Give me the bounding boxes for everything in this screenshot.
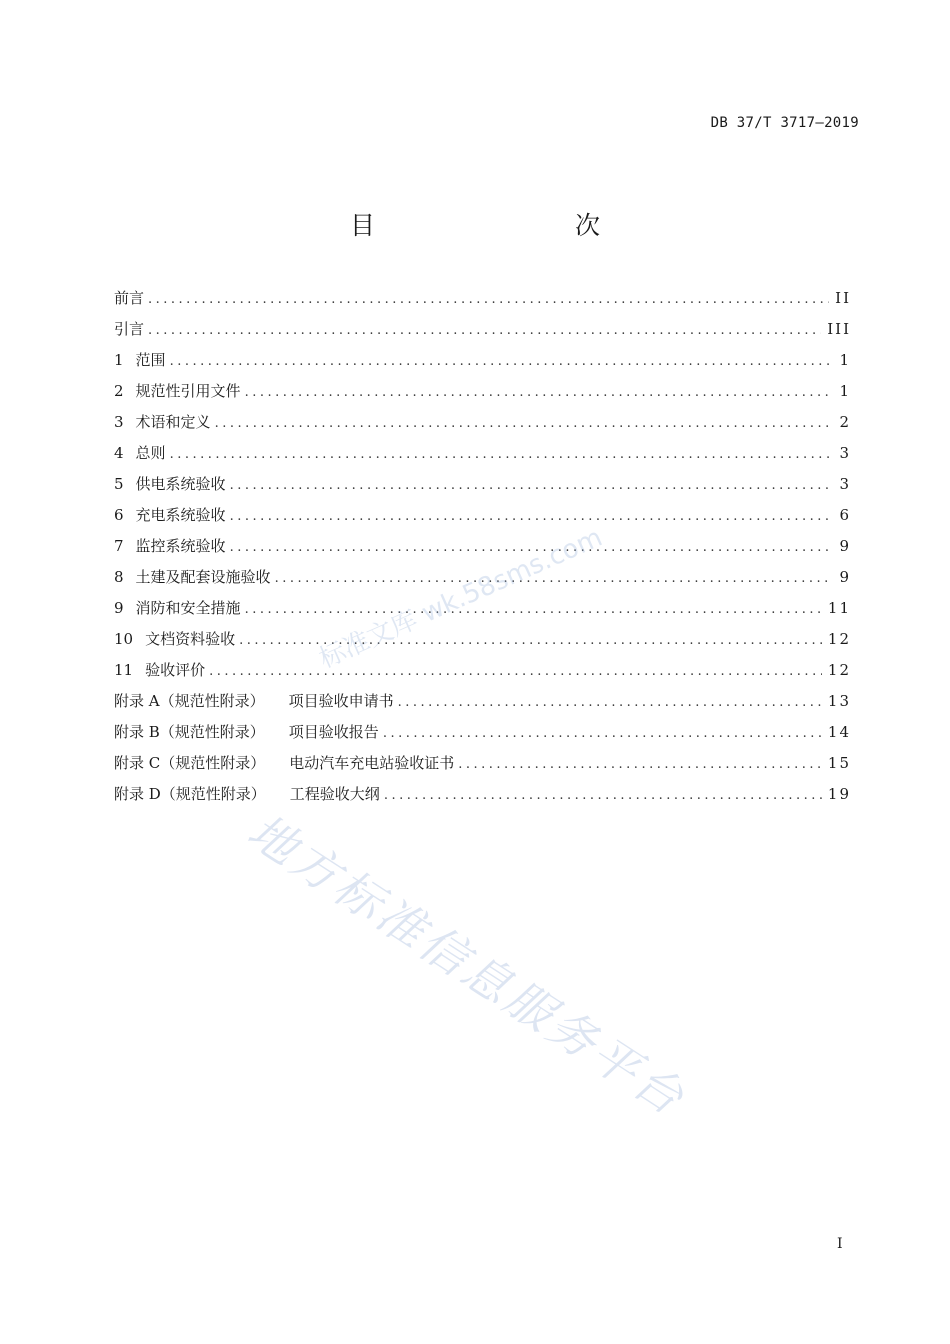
toc-appendix-prefix: 附录 B（规范性附录） xyxy=(114,723,265,741)
toc-leader-dots xyxy=(245,377,831,408)
toc-entry-label: 范围 xyxy=(135,351,166,369)
toc-entry-label: 术语和定义 xyxy=(135,413,211,431)
toc-entry[interactable] xyxy=(114,562,851,593)
toc-entry[interactable] xyxy=(114,438,851,469)
toc-appendix-entry[interactable] xyxy=(114,717,851,748)
toc-leader-dots xyxy=(230,501,831,532)
toc-entry-number: 8 xyxy=(114,568,124,586)
toc-entry-page: II xyxy=(835,289,851,307)
toc-entry[interactable] xyxy=(114,500,851,531)
toc-leader-dots xyxy=(458,749,822,780)
page-title: 目 次 xyxy=(349,211,650,240)
toc-entry-number: 7 xyxy=(114,537,124,555)
toc-entry-number: 9 xyxy=(114,599,124,617)
watermark-site: 标准文库 wk.58sms.com xyxy=(314,522,607,675)
toc-entry-label: 消防和安全措施 xyxy=(135,599,241,617)
toc-entry-number: 11 xyxy=(114,661,134,679)
toc-entry-label: 前言 xyxy=(114,289,145,307)
toc-entry-label: 供电系统验收 xyxy=(135,475,226,493)
toc-appendix-prefix: 附录 C（规范性附录） xyxy=(114,754,266,772)
toc-entry-page: 2 xyxy=(839,413,851,431)
toc-entry-label: 充电系统验收 xyxy=(135,506,226,524)
toc-appendix-page: 13 xyxy=(827,692,851,710)
toc-entry-page: 1 xyxy=(839,382,851,400)
toc-appendix-entry[interactable] xyxy=(114,686,851,717)
toc-entry[interactable] xyxy=(114,469,851,500)
toc-appendix-page: 19 xyxy=(827,785,851,803)
toc-entry-page: 9 xyxy=(839,537,851,555)
toc-entry[interactable] xyxy=(114,531,851,562)
toc-entry-page: 6 xyxy=(839,506,851,524)
toc-entry[interactable] xyxy=(114,655,851,686)
toc-entry-number: 5 xyxy=(114,475,124,493)
toc-leader-dots xyxy=(398,687,822,718)
toc-entry-label: 土建及配套设施验收 xyxy=(135,568,271,586)
toc-entry[interactable] xyxy=(114,283,851,314)
toc-entry-page: 3 xyxy=(839,475,851,493)
toc-leader-dots xyxy=(239,625,822,656)
toc-appendix-entry[interactable] xyxy=(114,748,851,779)
toc-leader-dots xyxy=(148,284,829,315)
toc-entry[interactable] xyxy=(114,624,851,655)
toc-entry[interactable] xyxy=(114,314,851,345)
toc-leader-dots xyxy=(384,780,822,811)
toc-leader-dots xyxy=(148,315,821,346)
toc-entry-number: 4 xyxy=(114,444,124,462)
toc-appendix-prefix: 附录 D（规范性附录） xyxy=(114,785,266,803)
toc-entry[interactable] xyxy=(114,407,851,438)
toc-appendix-prefix: 附录 A（规范性附录） xyxy=(114,692,265,710)
toc-appendix-page: 14 xyxy=(827,723,851,741)
toc-appendix-label: 工程验收大纲 xyxy=(289,785,380,803)
toc-entry-label: 总则 xyxy=(135,444,166,462)
toc-entry-label: 监控系统验收 xyxy=(135,537,226,555)
toc-entry-page: 12 xyxy=(827,661,851,679)
toc-entry-page: 3 xyxy=(839,444,851,462)
toc-appendix-label: 电动汽车充电站验收证书 xyxy=(289,754,455,772)
toc-entry-page: 1 xyxy=(839,351,851,369)
toc-appendix-entry[interactable] xyxy=(114,779,851,810)
toc-entry-page: 12 xyxy=(827,630,851,648)
toc-entry-page: 9 xyxy=(839,568,851,586)
toc-entry-number: 3 xyxy=(114,413,124,431)
toc-entry-label: 文档资料验收 xyxy=(145,630,236,648)
toc-entry[interactable] xyxy=(114,345,851,376)
toc-leader-dots xyxy=(215,408,831,439)
toc-entry-page: 11 xyxy=(827,599,851,617)
toc-leader-dots xyxy=(230,470,831,501)
toc-appendix-page: 15 xyxy=(827,754,851,772)
toc-entry-label: 引言 xyxy=(114,320,145,338)
toc-leader-dots xyxy=(275,563,831,594)
toc-leader-dots xyxy=(383,718,822,749)
toc-entry-number: 10 xyxy=(114,630,134,648)
toc-leader-dots xyxy=(209,656,822,687)
page-number: I xyxy=(837,1236,843,1252)
table-of-contents xyxy=(114,283,851,810)
toc-entry[interactable] xyxy=(114,593,851,624)
toc-entry[interactable] xyxy=(114,376,851,407)
watermark-platform: 地方标准信息服务平台 xyxy=(237,803,696,1128)
toc-entry-label: 验收评价 xyxy=(145,661,206,679)
toc-leader-dots xyxy=(170,346,831,377)
toc-entry-number: 2 xyxy=(114,382,124,400)
toc-leader-dots xyxy=(245,594,822,625)
toc-entry-number: 6 xyxy=(114,506,124,524)
document-code: DB 37/T 3717—2019 xyxy=(710,115,859,131)
toc-entry-page: III xyxy=(827,320,851,338)
toc-leader-dots xyxy=(230,532,831,563)
toc-entry-number: 1 xyxy=(114,351,124,369)
toc-appendix-label: 项目验收报告 xyxy=(288,723,379,741)
toc-leader-dots xyxy=(170,439,831,470)
toc-appendix-label: 项目验收申请书 xyxy=(288,692,394,710)
toc-entry-label: 规范性引用文件 xyxy=(135,382,241,400)
